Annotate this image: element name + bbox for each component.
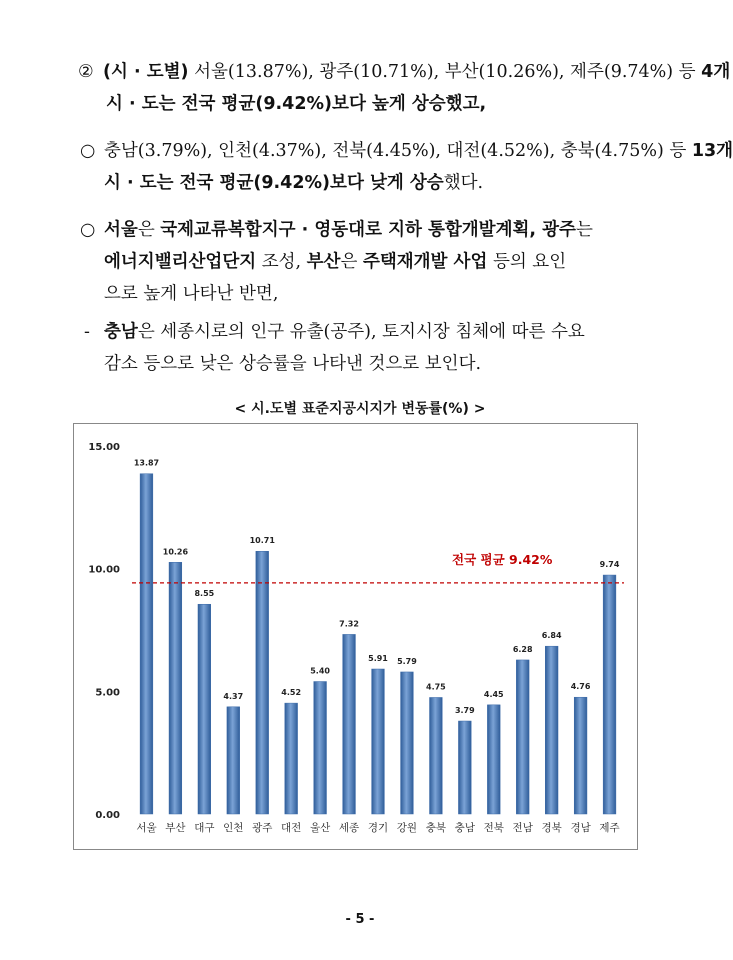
chart-caption: < 시.도별 표준지공시지가 변동률(%) >: [234, 401, 486, 417]
bar: [372, 669, 385, 814]
data-label: 5.79: [397, 656, 417, 666]
data-label: 8.55: [194, 589, 215, 599]
text-line: [106, 88, 486, 120]
x-tick-label: 전남: [512, 822, 533, 834]
x-tick-label: 울산: [309, 822, 331, 834]
data-label: 3.79: [454, 706, 475, 716]
y-tick-label: 5.00: [95, 687, 120, 699]
x-tick-label: 경북: [541, 822, 562, 834]
text: 감소 등으로 낮은 상승률을 나타낸 것으로 보인다.: [104, 354, 482, 374]
data-label: 9.74: [599, 560, 620, 570]
bar: [401, 672, 414, 814]
bar: [198, 604, 211, 814]
bar: [430, 697, 443, 814]
bar: [545, 646, 558, 814]
bold-text: 에너지밸리산업단지: [104, 252, 257, 272]
bullet-marker: ②: [78, 62, 94, 82]
y-tick-label: 15.00: [88, 442, 120, 453]
data-label: 4.76: [570, 682, 591, 692]
bar: [343, 634, 356, 814]
x-tick-label: 경남: [570, 822, 591, 834]
bullet-marker: -: [84, 322, 90, 342]
x-tick-label: 경기: [367, 822, 389, 834]
x-tick-label: 대전: [281, 822, 302, 834]
text-line: [103, 56, 730, 88]
text-line: [104, 278, 278, 310]
bold-text: (시 · 도별): [103, 62, 189, 82]
text: 으로 높게 나타난 반면,: [104, 284, 279, 304]
bold-text: 국제교류복합지구 · 영동대로 지하 통합개발계획, 광주: [160, 220, 576, 240]
data-label: 4.52: [281, 688, 302, 698]
x-tick-label: 제주: [599, 822, 620, 834]
data-label: 4.37: [223, 691, 244, 701]
text-line: [104, 348, 481, 380]
bold-text: 4개: [701, 62, 731, 82]
text-line: [104, 167, 483, 199]
text-line: [104, 316, 585, 348]
x-tick-label: 인천: [223, 822, 244, 834]
text: 서울(13.87%), 광주(10.71%), 부산(10.26%), 제주(9.74%) 등: [188, 62, 702, 82]
data-label: 10.26: [162, 547, 189, 557]
bar: [574, 697, 587, 814]
chart-svg: [74, 424, 637, 849]
bar: [314, 682, 327, 814]
bold-text: 13개: [691, 141, 733, 161]
text: 등의 요인: [487, 252, 567, 272]
bold-text: 시 · 도는 전국 평균(9.42%)보다 높게 상승했고,: [106, 94, 487, 114]
data-label: 4.45: [483, 689, 504, 699]
text: 충남(3.79%), 인천(4.37%), 전북(4.45%), 대전(4.52%), 충북(4.75%) 등: [104, 141, 692, 161]
bold-text: 서울: [104, 220, 138, 240]
bar: [256, 551, 269, 814]
data-label: 13.87: [133, 458, 160, 468]
data-label: 5.91: [368, 654, 388, 664]
bar: [603, 575, 616, 814]
x-tick-label: 대구: [194, 822, 215, 834]
y-tick-label: 0.00: [95, 810, 120, 821]
data-label: 5.40: [310, 666, 330, 676]
text: 은: [340, 252, 363, 272]
bold-text: 주택재개발 사업: [362, 252, 488, 272]
x-tick-label: 충북: [425, 822, 447, 834]
x-tick-label: 충남: [454, 822, 475, 834]
average-label: 전국 평균 9.42%: [452, 551, 553, 567]
y-tick-label: 10.00: [88, 564, 120, 576]
data-label: 7.32: [339, 619, 359, 629]
text-line: [104, 214, 593, 246]
text-line: [104, 135, 733, 167]
data-label: 6.28: [512, 644, 533, 654]
x-tick-label: 전북: [483, 822, 504, 834]
page-number: - 5 -: [345, 912, 375, 927]
bar: [516, 660, 529, 814]
text: 조성,: [256, 252, 307, 272]
bar: [227, 707, 240, 814]
bold-text: 충남: [104, 322, 138, 342]
data-label: 6.84: [541, 631, 562, 641]
data-label: 10.71: [249, 536, 275, 546]
text: 했다.: [443, 173, 484, 193]
text: 은 세종시로의 인구 유출(공주), 토지시장 침체에 따른 수요: [137, 322, 585, 342]
text-line: [104, 246, 566, 278]
bar: [285, 703, 298, 814]
bar: [169, 562, 182, 814]
bold-text: 부산: [306, 252, 341, 272]
x-tick-label: 부산: [165, 822, 186, 834]
bullet-marker: ○: [80, 220, 96, 240]
bold-text: 시 · 도는 전국 평균(9.42%)보다 낮게 상승: [104, 173, 444, 193]
x-tick-label: 강원: [396, 822, 418, 834]
data-label: 4.75: [426, 682, 446, 692]
text: 는: [575, 220, 593, 240]
x-tick-label: 광주: [252, 822, 273, 834]
x-tick-label: 세종: [338, 822, 360, 834]
bar: [487, 705, 500, 814]
bar: [458, 721, 471, 814]
x-tick-label: 서울: [136, 822, 157, 834]
bullet-marker: ○: [80, 141, 96, 161]
bar: [140, 474, 153, 814]
text: 은: [137, 220, 161, 240]
bar-chart: [73, 423, 638, 850]
